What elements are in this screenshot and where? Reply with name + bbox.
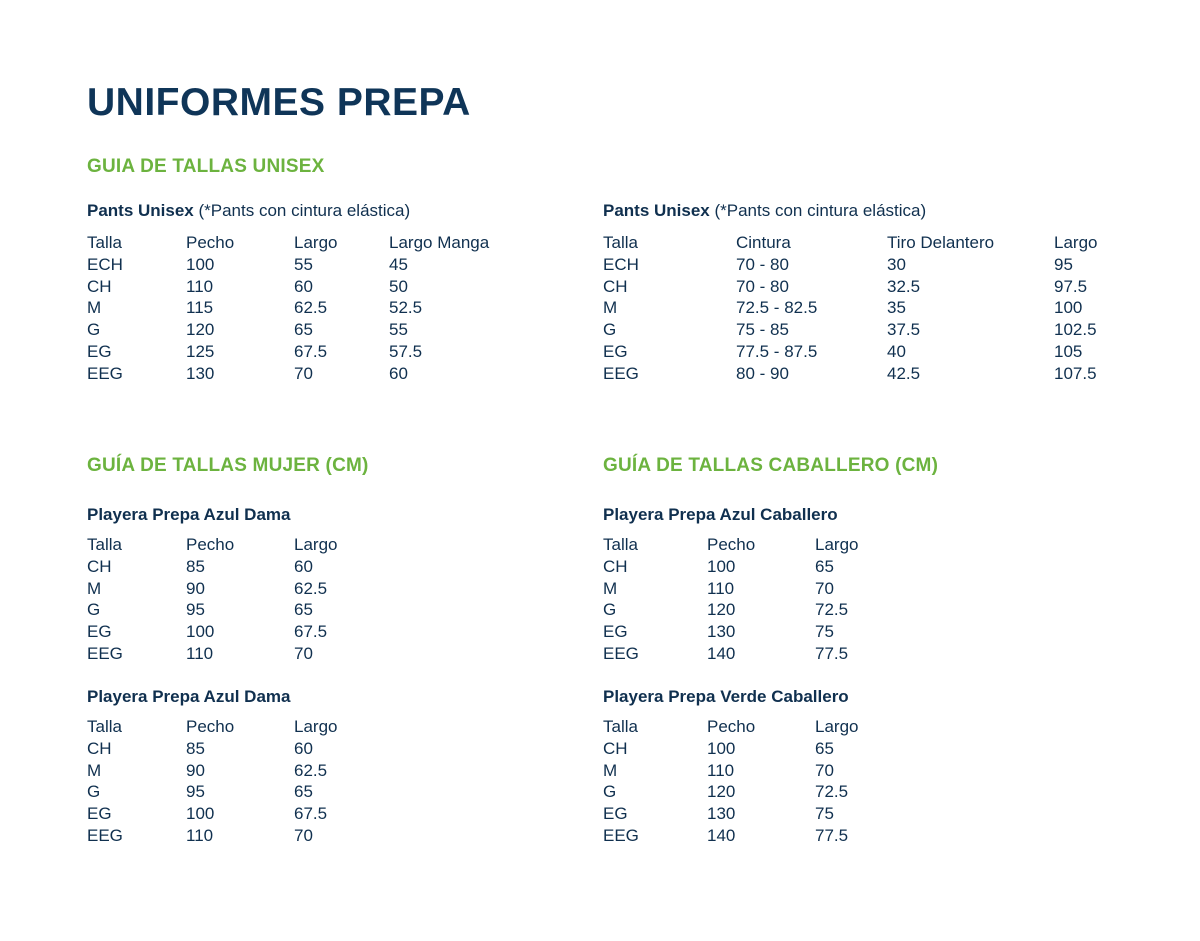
cell: 85 — [186, 738, 205, 758]
cell: 95 — [186, 600, 205, 620]
cell: 62.5 — [294, 760, 328, 780]
cell: 70 — [294, 643, 313, 663]
section-title-caballero: GUÍA DE TALLAS CABALLERO (CM) — [603, 455, 939, 476]
table-header-row — [87, 232, 490, 254]
size-table — [87, 716, 338, 847]
cell: 57.5 — [389, 341, 423, 361]
table-row — [87, 556, 313, 578]
cell: EG — [603, 804, 628, 824]
header-talla: Talla — [603, 717, 638, 736]
table-row — [87, 643, 313, 665]
cell: 107.5 — [1054, 363, 1097, 383]
cell: 120 — [707, 782, 736, 802]
table-row — [603, 319, 1097, 341]
cell: G — [603, 600, 617, 620]
header-largo: Largo — [1054, 233, 1098, 252]
cell: 77.5 — [815, 825, 849, 845]
table-row — [603, 578, 838, 600]
header-largo: Largo — [815, 535, 859, 554]
size-table — [603, 534, 859, 665]
cell: 60 — [294, 738, 313, 758]
cell: 75 — [815, 804, 834, 824]
cell: 70 — [815, 578, 834, 598]
table-row — [87, 254, 410, 276]
cell: G — [603, 320, 617, 340]
cell: 70 — [294, 363, 313, 383]
table-name: Pants Unisex — [603, 201, 710, 220]
table-row — [603, 297, 1083, 319]
size-table — [603, 232, 1098, 385]
cell: ECH — [87, 254, 123, 274]
cell: 95 — [186, 782, 205, 802]
table-name: Pants Unisex — [87, 201, 194, 220]
header-talla: Talla — [603, 535, 638, 554]
cell: 130 — [707, 804, 736, 824]
cell: 70 - 80 — [736, 254, 789, 274]
table-header-row — [603, 716, 859, 738]
cell: 77.5 — [815, 643, 849, 663]
cell: EEG — [603, 643, 639, 663]
header-talla: Talla — [87, 535, 122, 554]
table-header-row — [603, 534, 859, 556]
header-largo: Largo — [815, 717, 859, 736]
cell: 52.5 — [389, 298, 423, 318]
cell: 55 — [294, 254, 313, 274]
cell: 55 — [389, 320, 408, 340]
table-name: Playera Prepa Verde Caballero — [603, 687, 849, 706]
table-row — [87, 825, 313, 847]
cell: 95 — [1054, 254, 1073, 274]
table-row — [87, 319, 410, 341]
cell: CH — [603, 556, 628, 576]
cell: 62.5 — [294, 578, 328, 598]
cell: G — [87, 320, 101, 340]
cell: M — [603, 298, 618, 318]
table-title — [87, 686, 290, 708]
cell: 100 — [707, 556, 736, 576]
cell: 125 — [186, 341, 215, 361]
table-row — [87, 621, 328, 643]
cell: 110 — [186, 825, 214, 845]
cell: 70 — [815, 760, 834, 780]
cell: 90 — [186, 578, 205, 598]
cell: 67.5 — [294, 622, 328, 642]
cell: 72.5 — [815, 782, 849, 802]
cell: EEG — [603, 363, 639, 383]
cell: M — [603, 578, 618, 598]
cell: CH — [87, 276, 112, 296]
header-talla: Talla — [87, 233, 122, 252]
table-row — [603, 803, 849, 825]
table-row — [87, 760, 328, 782]
header-largo: Largo — [294, 233, 338, 252]
cell: 60 — [294, 556, 313, 576]
header-pecho: Pecho — [707, 535, 756, 554]
cell: 62.5 — [294, 298, 328, 318]
cell: 100 — [1054, 298, 1083, 318]
header-pecho: Pecho — [186, 233, 235, 252]
table-row — [87, 363, 410, 385]
cell: EEG — [87, 825, 123, 845]
cell: G — [603, 782, 617, 802]
cell: 130 — [186, 363, 215, 383]
cell: 140 — [707, 643, 736, 663]
size-table — [87, 534, 338, 665]
cell: 65 — [815, 556, 834, 576]
table-row — [603, 621, 838, 643]
cell: 37.5 — [887, 320, 921, 340]
cell: 70 — [294, 825, 313, 845]
cell: EEG — [87, 643, 123, 663]
cell: M — [603, 760, 618, 780]
size-table — [603, 716, 859, 847]
cell: G — [87, 782, 101, 802]
cell: EEG — [87, 363, 123, 383]
size-table-caballero-1 — [603, 504, 859, 665]
header-cintura: Cintura — [736, 233, 791, 252]
cell: EG — [87, 622, 112, 642]
cell: 140 — [707, 825, 736, 845]
header-talla: Talla — [603, 233, 638, 252]
cell: EG — [87, 341, 112, 361]
cell: M — [87, 298, 102, 318]
table-note: (*Pants con cintura elástica) — [193, 201, 411, 220]
cell: 72.5 - 82.5 — [736, 298, 818, 318]
cell: EG — [87, 804, 112, 824]
header-largo-manga: Largo Manga — [389, 233, 490, 252]
table-header-row — [87, 534, 338, 556]
cell: 115 — [186, 298, 214, 318]
cell: 60 — [294, 276, 313, 296]
cell: 97.5 — [1054, 276, 1088, 296]
cell: 50 — [389, 276, 408, 296]
cell: 72.5 — [815, 600, 849, 620]
table-row — [87, 276, 410, 298]
table-row — [603, 643, 849, 665]
cell: ECH — [603, 254, 639, 274]
table-row — [603, 738, 849, 760]
cell: 110 — [707, 578, 735, 598]
header-largo: Largo — [294, 535, 338, 554]
table-row — [603, 760, 849, 782]
table-title — [603, 504, 838, 526]
cell: 77.5 - 87.5 — [736, 341, 818, 361]
table-row — [87, 803, 328, 825]
cell: 90 — [186, 760, 205, 780]
table-header-row — [87, 716, 338, 738]
cell: 65 — [294, 600, 313, 620]
table-row — [603, 341, 1083, 363]
cell: 40 — [887, 341, 906, 361]
cell: CH — [603, 276, 628, 296]
size-table-mujer-1 — [87, 504, 338, 665]
cell: 80 - 90 — [736, 363, 789, 383]
table-title — [603, 686, 849, 708]
table-name: Playera Prepa Azul Dama — [87, 687, 291, 706]
table-row — [87, 781, 313, 803]
header-tiro-delantero: Tiro Delantero — [887, 233, 995, 252]
cell: 35 — [887, 298, 906, 318]
table-row — [603, 363, 1097, 385]
table-row — [87, 578, 328, 600]
page-title: UNIFORMES PREPA — [87, 81, 471, 124]
cell: 102.5 — [1054, 320, 1097, 340]
cell: CH — [603, 738, 628, 758]
cell: EG — [603, 622, 628, 642]
table-name: Playera Prepa Azul Dama — [87, 505, 291, 524]
cell: 100 — [186, 254, 215, 274]
table-row — [603, 599, 849, 621]
cell: EG — [603, 341, 628, 361]
table-name: Playera Prepa Azul Caballero — [603, 505, 838, 524]
cell: 65 — [815, 738, 834, 758]
cell: 85 — [186, 556, 205, 576]
cell: 120 — [707, 600, 736, 620]
cell: 130 — [707, 622, 736, 642]
cell: M — [87, 578, 102, 598]
cell: 105 — [1054, 341, 1083, 361]
table-note: (*Pants con cintura elástica) — [709, 201, 927, 220]
header-pecho: Pecho — [186, 717, 235, 736]
cell: 65 — [294, 320, 313, 340]
header-talla: Talla — [87, 717, 122, 736]
table-row — [603, 276, 1088, 298]
cell: 67.5 — [294, 341, 328, 361]
size-table — [87, 232, 490, 385]
cell: 45 — [389, 254, 408, 274]
cell: 75 — [815, 622, 834, 642]
cell: 60 — [389, 363, 408, 383]
cell: M — [87, 760, 102, 780]
table-row — [603, 781, 849, 803]
cell: 110 — [707, 760, 735, 780]
table-row — [87, 297, 423, 319]
table-row — [87, 738, 313, 760]
cell: 100 — [707, 738, 736, 758]
table-header-row — [603, 232, 1098, 254]
size-table-caballero-2 — [603, 686, 859, 847]
cell: G — [87, 600, 101, 620]
cell: CH — [87, 556, 112, 576]
cell: 42.5 — [887, 363, 921, 383]
table-title — [603, 200, 926, 222]
header-pecho: Pecho — [707, 717, 756, 736]
header-largo: Largo — [294, 717, 338, 736]
cell: 75 - 85 — [736, 320, 789, 340]
size-table-unisex-pants-right — [603, 200, 1098, 385]
header-pecho: Pecho — [186, 535, 235, 554]
cell: 110 — [186, 643, 214, 663]
cell: EEG — [603, 825, 639, 845]
table-row — [603, 254, 1073, 276]
table-row — [603, 825, 849, 847]
section-title-unisex: GUIA DE TALLAS UNISEX — [87, 156, 325, 177]
size-table-unisex-pants-left — [87, 200, 490, 385]
cell: 100 — [186, 804, 215, 824]
cell: CH — [87, 738, 112, 758]
size-table-mujer-2 — [87, 686, 338, 847]
cell: 67.5 — [294, 804, 328, 824]
table-title — [87, 504, 290, 526]
cell: 65 — [294, 782, 313, 802]
cell: 110 — [186, 276, 214, 296]
table-title — [87, 200, 410, 222]
cell: 70 - 80 — [736, 276, 789, 296]
cell: 120 — [186, 320, 215, 340]
table-row — [87, 341, 423, 363]
section-title-mujer: GUÍA DE TALLAS MUJER (CM) — [87, 455, 369, 476]
cell: 30 — [887, 254, 906, 274]
cell: 100 — [186, 622, 215, 642]
table-row — [603, 556, 838, 578]
table-row — [87, 599, 313, 621]
cell: 32.5 — [887, 276, 921, 296]
